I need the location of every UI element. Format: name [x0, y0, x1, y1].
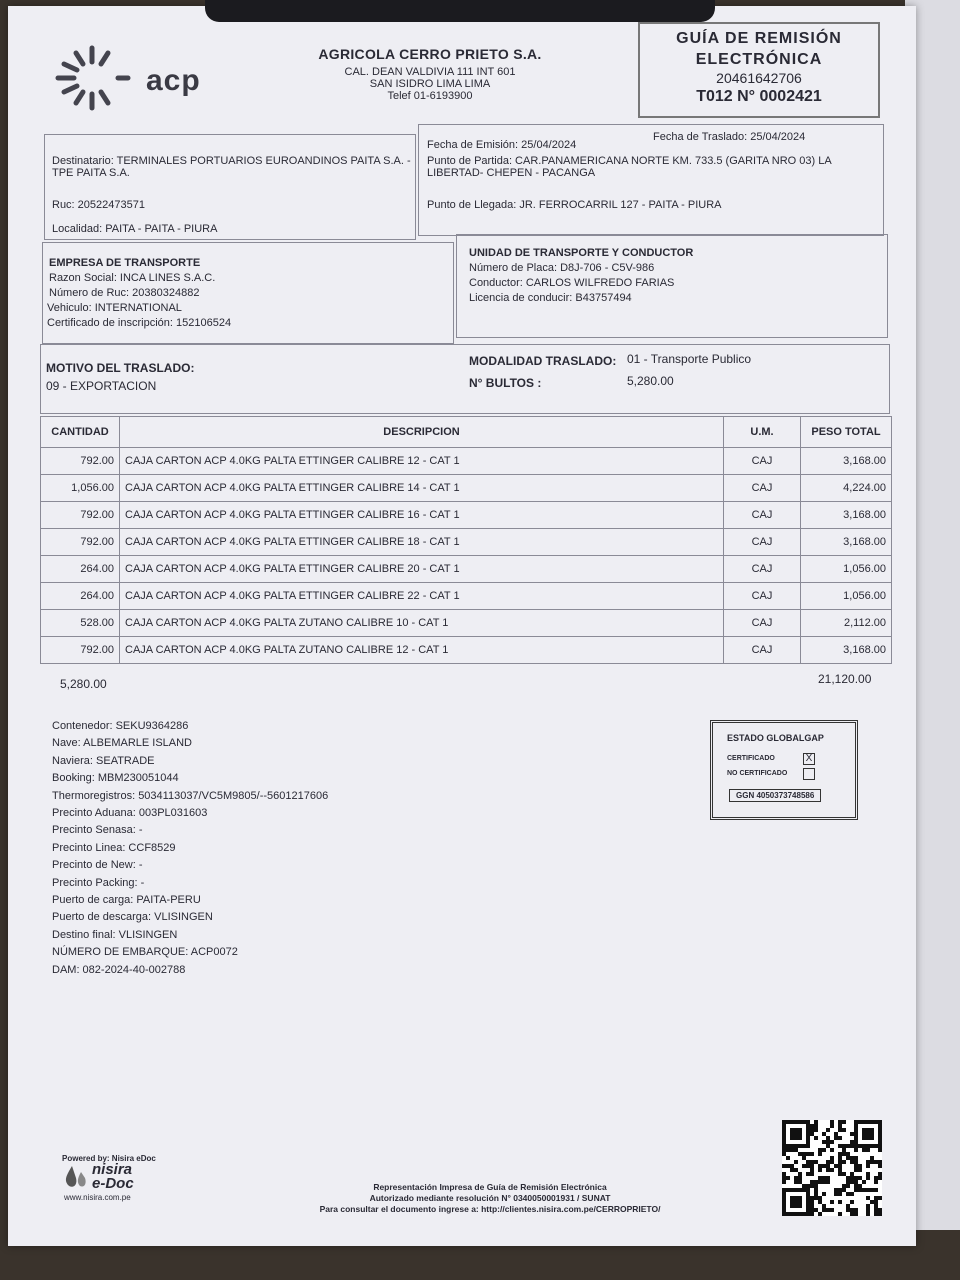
- mode-label: MODALIDAD TRASLADO:: [469, 354, 617, 368]
- total-quantity: 5,280.00: [60, 677, 107, 691]
- footer-line-3: Para consultar el documento ingrese a: http://clientes.nisira.com.pe/CERROPRIETO/: [319, 1204, 661, 1214]
- row-description: CAJA CARTON ACP 4.0KG PALTA ETTINGER CALIBRE 14 - CAT 1: [120, 475, 724, 502]
- row-quantity: 792.00: [41, 637, 120, 664]
- table-row: [41, 583, 892, 610]
- nisira-brand-name: nisira: [92, 1161, 133, 1178]
- row-description: CAJA CARTON ACP 4.0KG PALTA ZUTANO CALIBRE 12 - CAT 1: [120, 637, 724, 664]
- motive-box: [40, 344, 890, 414]
- row-um: CAJ: [724, 502, 801, 529]
- recipient-locality: Localidad: PAITA - PAITA - PIURA: [52, 223, 218, 235]
- guide-box: [638, 22, 880, 118]
- detail-line: Thermoregistros: 5034113037/VC5M9805/--5601217606: [52, 789, 329, 802]
- detail-line: NÚMERO DE EMBARQUE: ACP0072: [52, 946, 238, 959]
- emission-date: Fecha de Emisión: 25/04/2024: [427, 139, 577, 151]
- detail-line: Precinto Linea: CCF8529: [52, 841, 176, 854]
- table-row: [41, 475, 892, 502]
- row-um: CAJ: [724, 610, 801, 637]
- row-description: CAJA CARTON ACP 4.0KG PALTA ETTINGER CALIBRE 20 - CAT 1: [120, 556, 724, 583]
- row-weight: 3,168.00: [801, 448, 892, 475]
- company-phone: Telef 01-6193900: [387, 90, 473, 102]
- row-um: CAJ: [724, 583, 801, 610]
- certified-label: CERTIFICADO: [727, 755, 775, 762]
- guide-title-2: ELECTRÓNICA: [695, 51, 823, 68]
- detail-line: Precinto Packing: -: [52, 876, 145, 889]
- header-description: DESCRIPCION: [120, 417, 724, 448]
- footer-line-1: Representación Impresa de Guía de Remisión Electrónica: [373, 1182, 607, 1192]
- row-description: CAJA CARTON ACP 4.0KG PALTA ETTINGER CALIBRE 16 - CAT 1: [120, 502, 724, 529]
- table-header-row: [41, 417, 892, 448]
- motive-value: 09 - EXPORTACION: [46, 379, 157, 393]
- motive-title: MOTIVO DEL TRASLADO:: [46, 361, 195, 375]
- row-um: CAJ: [724, 529, 801, 556]
- row-weight: 3,168.00: [801, 502, 892, 529]
- footer-line-2: Autorizado mediante resolución N° 0340050001931 / SUNAT: [369, 1193, 611, 1203]
- row-quantity: 264.00: [41, 556, 120, 583]
- recipient-ruc: Ruc: 20522473571: [52, 199, 145, 211]
- transport-vehicle: Vehiculo: INTERNATIONAL: [47, 302, 182, 314]
- row-quantity: 792.00: [41, 502, 120, 529]
- transport-company-title: EMPRESA DE TRANSPORTE: [49, 257, 201, 269]
- recipient-label: Destinatario:: [52, 155, 114, 167]
- header-quantity: CANTIDAD: [41, 417, 120, 448]
- detail-line: Nave: ALBEMARLE ISLAND: [52, 737, 193, 750]
- unit-license: Licencia de conducir: B43757494: [469, 292, 632, 304]
- detail-line: Puerto de carga: PAITA-PERU: [52, 894, 201, 907]
- row-weight: 1,056.00: [801, 556, 892, 583]
- unit-title: UNIDAD DE TRANSPORTE Y CONDUCTOR: [469, 247, 694, 259]
- guide-ruc: 20461642706: [716, 70, 802, 86]
- ggn-number: GGN 4050373748586: [729, 789, 821, 802]
- not-certified-label: NO CERTIFICADO: [727, 770, 788, 777]
- row-description: CAJA CARTON ACP 4.0KG PALTA ZUTANO CALIBRE 10 - CAT 1: [120, 610, 724, 637]
- row-description: CAJA CARTON ACP 4.0KG PALTA ETTINGER CALIBRE 12 - CAT 1: [120, 448, 724, 475]
- detail-line: Precinto Aduana: 003PL031603: [52, 807, 208, 820]
- table-row: [41, 610, 892, 637]
- globalgap-title: ESTADO GLOBALGAP: [727, 733, 824, 743]
- powered-by: Powered by: Nisira eDoc: [62, 1154, 156, 1163]
- unit-plate: Número de Placa: D8J-706 - C5V-986: [469, 262, 655, 274]
- company-address1: CAL. DEAN VALDIVIA 111 INT 601: [344, 66, 516, 78]
- unit-box: [456, 234, 888, 338]
- guide-title-1: GUÍA DE REMISIÓN: [676, 30, 842, 47]
- row-weight: 1,056.00: [801, 583, 892, 610]
- destination-point: Punto de Llegada: JR. FERROCARRIL 127 - PAITA - PIURA: [427, 199, 722, 211]
- nisira-brand: [92, 1163, 134, 1191]
- row-um: CAJ: [724, 637, 801, 664]
- company-address2: SAN ISIDRO LIMA LIMA: [369, 78, 491, 90]
- bultos-value: 5,280.00: [627, 374, 674, 388]
- shipment-details: [52, 718, 472, 979]
- recipient-name: TERMINALES PORTUARIOS EUROANDINOS PAITA S.A. - TPE PAITA S.A.: [52, 155, 411, 179]
- mode-value: 01 - Transporte Publico: [627, 352, 752, 366]
- row-quantity: 264.00: [41, 583, 120, 610]
- origin-point: Punto de Partida: CAR.PANAMERICANA NORTE KM. 733.5 (GARITA NRO 03) LA LIBERTAD- CHEPEN - PACANGA: [427, 155, 832, 179]
- row-quantity: 792.00: [41, 529, 120, 556]
- row-description: CAJA CARTON ACP 4.0KG PALTA ETTINGER CALIBRE 18 - CAT 1: [120, 529, 724, 556]
- detail-line: DAM: 082-2024-40-002788: [52, 963, 186, 976]
- company-name: AGRICOLA CERRO PRIETO S.A.: [318, 46, 542, 62]
- table-row: [41, 529, 892, 556]
- globalgap-box: [710, 720, 858, 820]
- header-um: U.M.: [724, 417, 801, 448]
- row-weight: 4,224.00: [801, 475, 892, 502]
- qr-code: [782, 1120, 882, 1216]
- certified-checkbox: X: [803, 753, 815, 765]
- total-weight: 21,120.00: [818, 672, 872, 686]
- acp-logo-icon: [52, 42, 132, 112]
- row-description: CAJA CARTON ACP 4.0KG PALTA ETTINGER CALIBRE 22 - CAT 1: [120, 583, 724, 610]
- nisira-brand-edoc: e-Doc: [92, 1175, 134, 1192]
- logo-text: acp: [146, 64, 201, 97]
- row-weight: 3,168.00: [801, 637, 892, 664]
- detail-line: Destino final: VLISINGEN: [52, 928, 178, 941]
- nisira-drops-icon: [62, 1164, 90, 1190]
- recipient-box: [44, 134, 416, 240]
- detail-line: Puerto de descarga: VLISINGEN: [52, 911, 213, 924]
- company-header: [290, 46, 570, 102]
- unit-driver: Conductor: CARLOS WILFREDO FARIAS: [469, 277, 675, 289]
- row-weight: 3,168.00: [801, 529, 892, 556]
- detail-line: Naviera: SEATRADE: [52, 754, 155, 767]
- table-row: [41, 502, 892, 529]
- guide-number: T012 N° 0002421: [696, 88, 822, 105]
- row-quantity: 528.00: [41, 610, 120, 637]
- transfer-box: [418, 124, 884, 236]
- row-quantity: 792.00: [41, 448, 120, 475]
- table-row: [41, 448, 892, 475]
- table-row: [41, 637, 892, 664]
- detail-line: Precinto de New: -: [52, 859, 143, 872]
- transport-company-ruc: Número de Ruc: 20380324882: [49, 287, 200, 299]
- nisira-site: www.nisira.com.pe: [64, 1193, 131, 1202]
- header-weight: PESO TOTAL: [801, 417, 892, 448]
- detail-line: Precinto Senasa: -: [52, 824, 143, 837]
- transport-company-box: [42, 242, 454, 344]
- transfer-date: Fecha de Traslado: 25/04/2024: [653, 131, 806, 143]
- row-weight: 2,112.00: [801, 610, 892, 637]
- bultos-label: N° BULTOS :: [469, 376, 542, 390]
- items-table: [40, 416, 892, 664]
- row-um: CAJ: [724, 556, 801, 583]
- row-quantity: 1,056.00: [41, 475, 120, 502]
- transport-certificate: Certificado de inscripción: 152106524: [47, 317, 232, 329]
- detail-line: Contenedor: SEKU9364286: [52, 720, 189, 732]
- detail-line: Booking: MBM230051044: [52, 772, 179, 785]
- footer-legal: [290, 1182, 690, 1215]
- transport-company-name: Razon Social: INCA LINES S.A.C.: [49, 272, 216, 284]
- clipboard-clip: [205, 0, 715, 22]
- table-row: [41, 556, 892, 583]
- not-certified-checkbox: [803, 768, 815, 780]
- row-um: CAJ: [724, 448, 801, 475]
- row-um: CAJ: [724, 475, 801, 502]
